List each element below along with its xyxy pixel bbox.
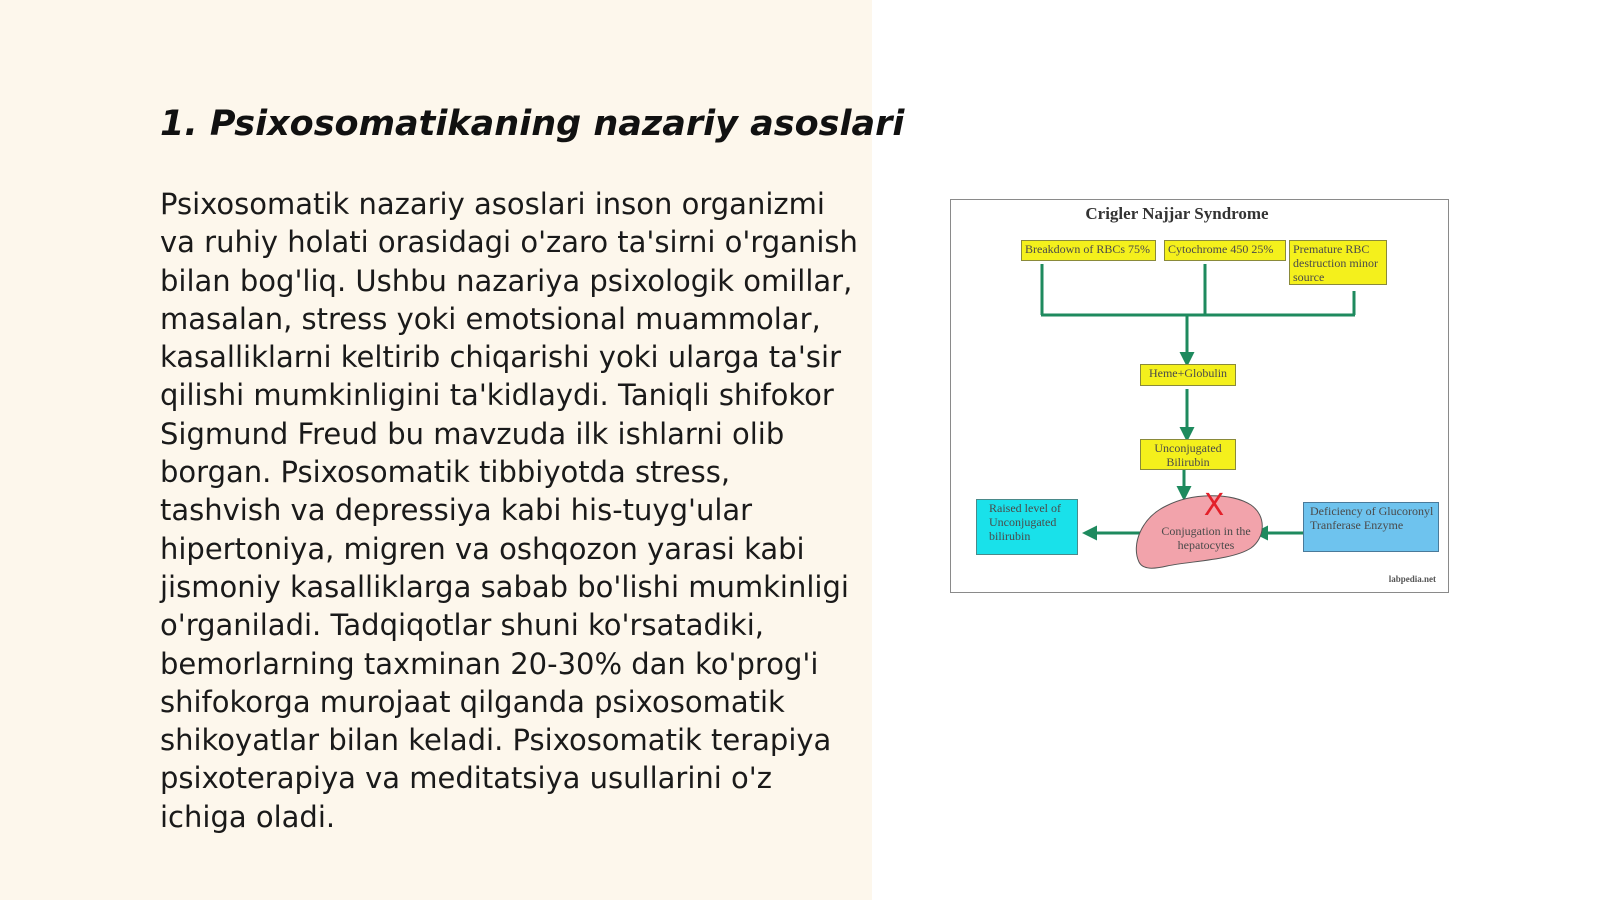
diagram-title: Crigler Najjar Syndrome [1085, 204, 1269, 223]
liver-label: Conjugation in the hepatocytes [1161, 524, 1251, 552]
box-deficiency: Deficiency of Glucoronyl Tranferase Enzyme [1303, 502, 1439, 552]
box-premature-rbc: Premature RBC destruction minor source [1289, 240, 1387, 285]
crigler-najjar-diagram [950, 199, 1449, 593]
slide-body-text: Psixosomatik nazariy asoslari inson organizmi va ruhiy holati orasidagi o'zaro ta'sirni o'rganish bilan bog'liq. Ushbu nazariya psixologik omillar, masalan, stress yoki emotsional muammolar, kasalliklarni keltirib chiqarishi yoki ularga ta'sir qilishi mumkinligini ta'kidlaydi. Taniqli shifokor Sigmund Freud bu mavzuda ilk ishlarni olib borgan. Psixosomatik tibbiyotda stress, tashvish va depressiya kabi his-tuyg'ular hipertoniya, migren va oshqozon yarasi kabi jismoniy kasalliklarga sabab bo'lishi mumkinligi o'rganiladi. Tadqiqotlar shuni ko'rsatadiki, bemorlarning taxminan 20-30% dan ko'prog'i shifokorga murojaat qilganda psixosomatik shikoyatlar bilan keladi. Psixosomatik terapiya psixoterapiya va meditatsiya usullarini o'z ichiga oladi. [160, 187, 858, 834]
box-raised-level: Raised level of Unconjugated bilirubin [976, 499, 1078, 555]
box-unconjugated-bilirubin: Unconjugated Bilirubin [1140, 439, 1236, 470]
image-credit: labpedia.net [1388, 574, 1436, 584]
slide-title: 1. Psixosomatikaning nazariy asoslari [160, 104, 905, 144]
box-cytochrome: Cytochrome 450 25% [1164, 240, 1286, 261]
blocked-conjugation-mark: X [1203, 488, 1225, 523]
box-rbc-breakdown: Breakdown of RBCs 75% [1021, 240, 1156, 261]
box-heme-globulin: Heme+Globulin [1140, 364, 1236, 386]
